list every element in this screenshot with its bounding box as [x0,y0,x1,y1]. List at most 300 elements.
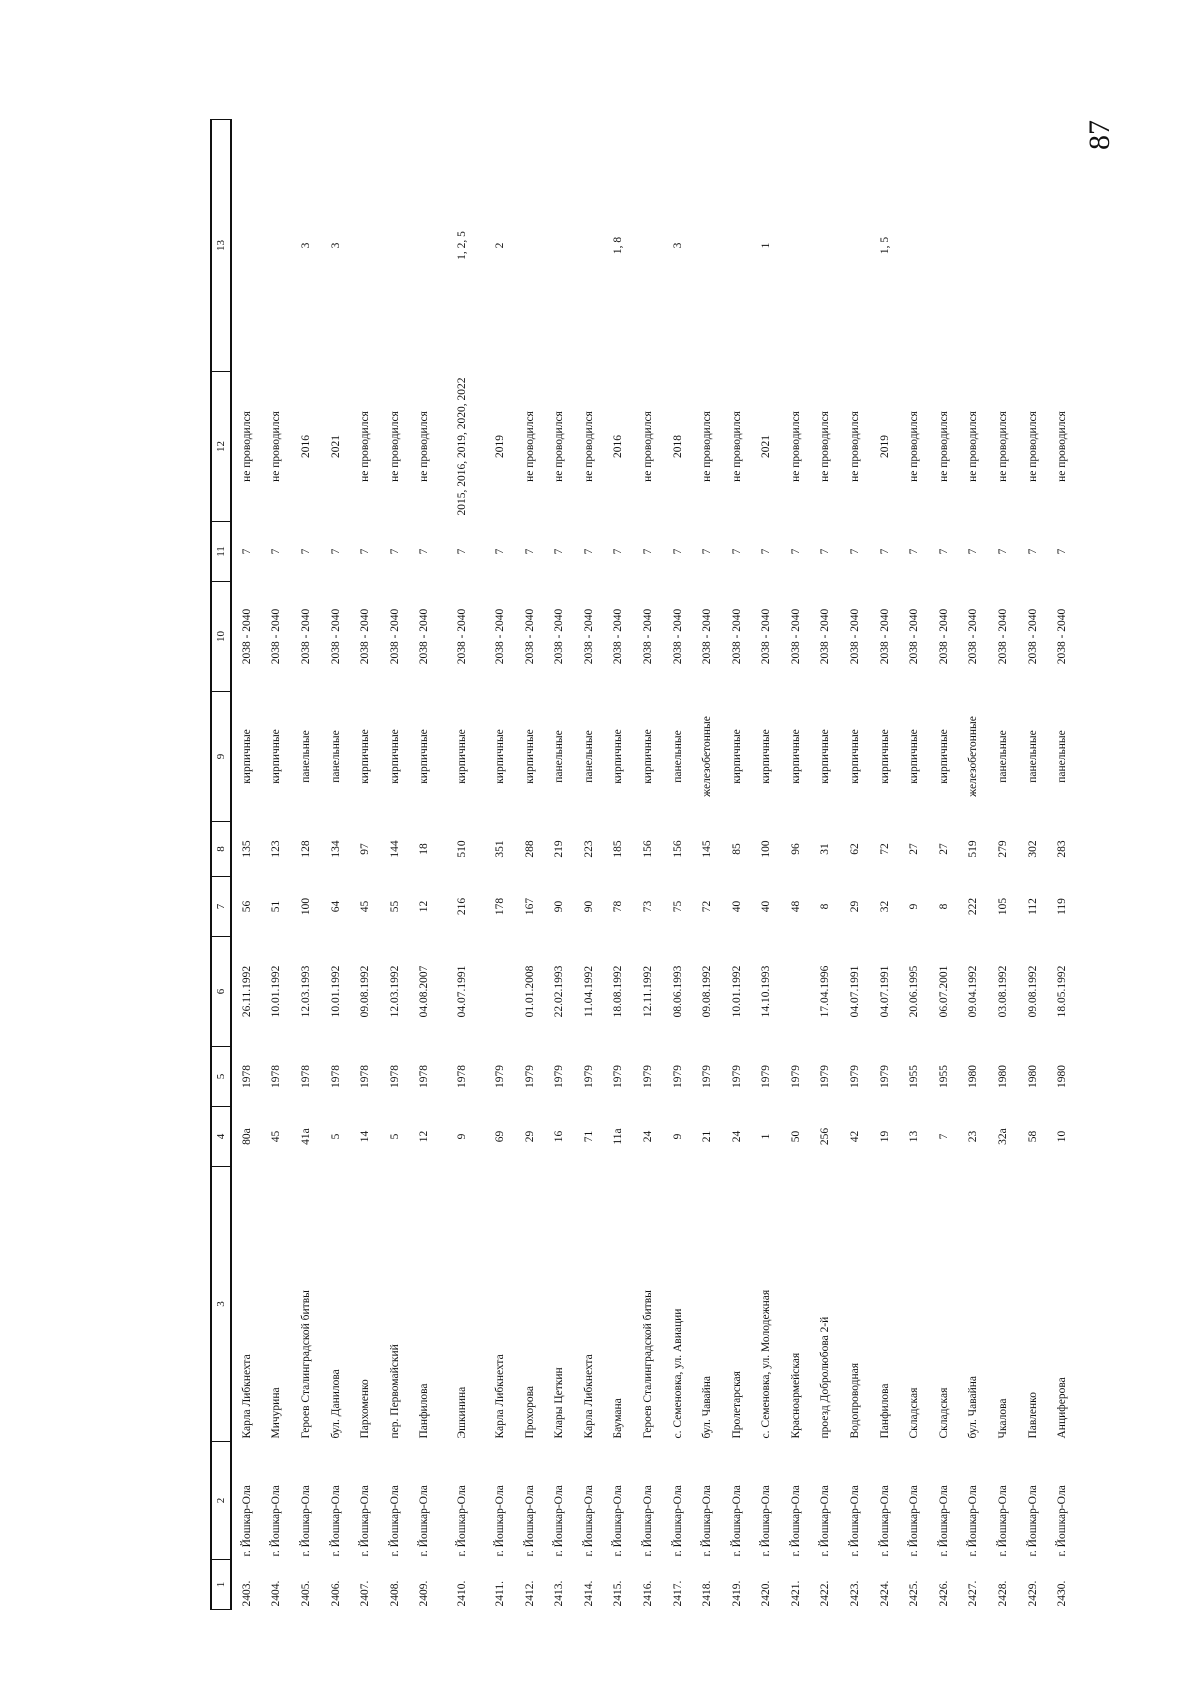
cell-value-11: 7 [878,548,891,555]
table-row [722,120,752,1610]
table-row [410,120,440,1610]
cell-value-8: 510 [456,840,469,858]
cell-value-11: 7 [523,548,536,555]
cell-value-8: 219 [553,840,566,858]
cell-value-11: 7 [789,548,802,555]
cell-wall-material: железобетонные [701,716,714,797]
cell-notes [574,120,604,372]
cell-row-number: 2424. [878,1580,891,1607]
cell-value-8: 185 [612,840,625,858]
cell-street: Героев Сталинградской битвы [299,1290,312,1439]
column-header-2: 2 [211,1442,231,1560]
cell-value-11: 7 [819,548,832,555]
cell-repair-period: 2038 - 2040 [878,608,891,665]
cell-repair-period: 2038 - 2040 [388,608,401,665]
cell-row-number: 2413. [553,1580,566,1607]
cell-wall-material: кирпичные [760,729,773,784]
cell-repair-period: 2038 - 2040 [730,608,743,665]
cell-repair-period: 2038 - 2040 [493,608,506,665]
cell-row-number: 2411. [493,1581,506,1607]
cell-notes: 2 [493,242,506,249]
column-header-9: 9 [211,692,231,822]
cell-repair-years: 2019 [878,435,891,458]
cell-repair-period: 2038 - 2040 [819,608,832,665]
cell-date: 10.01.1992 [270,965,283,1018]
cell-notes [544,120,574,372]
cell-row-number: 2408. [388,1580,401,1607]
cell-row-number: 2414. [582,1580,595,1607]
cell-value-7: 90 [582,900,595,913]
rotated-table-sheet [210,120,1069,1610]
table-row [840,120,870,1610]
cell-repair-years: 2019 [493,435,506,458]
cell-build-year: 1978 [456,1065,469,1088]
cell-build-year: 1979 [612,1065,625,1088]
cell-repair-years: 2021 [760,435,773,458]
table-row [752,120,782,1610]
cell-date: 10.01.1992 [329,965,342,1018]
cell-street: Клары Цеткин [553,1367,566,1439]
cell-city: г. Йошкар-Ола [553,1485,566,1557]
cell-wall-material: кирпичные [388,729,401,784]
cell-date: 18.08.1992 [612,965,625,1018]
cell-house-number: 9 [671,1133,684,1140]
cell-city: г. Йошкар-Ола [641,1485,654,1557]
cell-row-number: 2412. [523,1580,536,1607]
cell-date [485,937,515,1047]
cell-value-7: 32 [878,900,891,913]
cell-street: Эшкинина [456,1386,469,1439]
cell-value-8: 283 [1056,840,1069,858]
cell-value-11: 7 [582,548,595,555]
cell-row-number: 2416. [641,1580,654,1607]
cell-house-number: 41а [299,1128,312,1145]
cell-wall-material: панельные [1026,730,1039,783]
cell-row-number: 2423. [849,1580,862,1607]
cell-build-year: 1979 [523,1065,536,1088]
cell-street: с. Семеновка, ул. Молодежная [760,1289,773,1439]
cell-wall-material: панельные [299,730,312,783]
cell-value-7: 29 [849,900,862,913]
cell-repair-period: 2038 - 2040 [418,608,431,665]
column-header-12: 12 [211,372,231,522]
cell-house-number: 21 [701,1130,714,1143]
column-header-3: 3 [211,1167,231,1442]
cell-value-7: 100 [299,897,312,916]
cell-street: Героев Сталинградской битвы [641,1290,654,1439]
cell-value-7: 8 [819,903,832,910]
cell-street: Водопроводная [849,1362,862,1439]
cell-value-11: 7 [388,548,401,555]
cell-repair-period: 2038 - 2040 [997,608,1010,665]
cell-value-7: 40 [730,900,743,913]
table-row [544,120,574,1610]
column-header-13: 13 [211,120,231,372]
cell-repair-years: не проводился [359,411,372,482]
cell-notes: 1, 2, 5 [456,231,469,260]
cell-date: 09.08.1992 [701,965,714,1018]
cell-value-8: 27 [908,843,921,855]
cell-notes [515,120,545,372]
cell-value-11: 7 [612,548,625,555]
column-number-header [211,120,231,1610]
cell-wall-material: кирпичные [908,729,921,784]
cell-wall-material: кирпичные [493,729,506,784]
cell-house-number: 32а [997,1128,1010,1145]
cell-value-7: 216 [456,897,469,916]
cell-city: г. Йошкар-Ола [701,1485,714,1557]
cell-repair-years: 2016 [612,435,625,458]
cell-city: г. Йошкар-Ола [789,1485,802,1557]
cell-wall-material: кирпичные [641,729,654,784]
cell-house-number: 256 [819,1127,832,1146]
cell-repair-period: 2038 - 2040 [701,608,714,665]
cell-date: 09.08.1992 [1026,965,1039,1018]
cell-city: г. Йошкар-Ола [493,1485,506,1557]
cell-wall-material: кирпичные [849,729,862,784]
cell-value-11: 7 [849,548,862,555]
cell-value-8: 31 [819,843,832,855]
cell-row-number: 2425. [908,1580,921,1607]
cell-repair-period: 2038 - 2040 [789,608,802,665]
cell-repair-years: не проводился [1026,411,1039,482]
cell-wall-material: кирпичные [240,729,253,784]
cell-street: Баумана [612,1398,625,1439]
cell-house-number: 50 [789,1130,802,1143]
cell-repair-period: 2038 - 2040 [329,608,342,665]
cell-row-number: 2404. [270,1580,283,1607]
cell-wall-material: панельные [671,730,684,783]
cell-value-7: 48 [789,900,802,913]
cell-house-number: 5 [329,1133,342,1140]
cell-value-11: 7 [240,548,253,555]
column-header-8: 8 [211,822,231,877]
cell-build-year: 1978 [299,1065,312,1088]
cell-value-8: 351 [493,840,506,858]
cell-city: г. Йошкар-Ола [329,1485,342,1557]
cell-repair-years: не проводился [388,411,401,482]
cell-street: Пролетарская [730,1371,743,1439]
cell-repair-period: 2038 - 2040 [270,608,283,665]
table-row [692,120,722,1610]
cell-date: 14.10.1993 [760,965,773,1018]
cell-value-11: 7 [299,548,312,555]
cell-repair-period: 2038 - 2040 [1056,608,1069,665]
cell-repair-period: 2038 - 2040 [612,608,625,665]
cell-date: 17.04.1996 [819,965,832,1018]
cell-house-number: 42 [849,1130,862,1143]
cell-value-8: 288 [523,840,536,858]
cell-repair-period: 2038 - 2040 [967,608,980,665]
cell-house-number: 80а [240,1128,253,1145]
cell-value-7: 55 [388,900,401,913]
cell-value-8: 135 [240,840,253,858]
table-row [350,120,380,1610]
cell-row-number: 2403. [240,1580,253,1607]
cell-repair-period: 2038 - 2040 [582,608,595,665]
cell-value-7: 90 [553,900,566,913]
table-row [1018,120,1048,1610]
table-row [899,120,929,1610]
cell-date: 09.08.1992 [359,965,372,1018]
cell-notes: 1, 5 [878,236,891,255]
cell-date: 22.02.1993 [553,965,566,1018]
cell-street: Складская [937,1387,950,1439]
cell-street: пер. Первомайский [388,1344,401,1439]
cell-build-year: 1979 [730,1065,743,1088]
cell-value-11: 7 [730,548,743,555]
cell-repair-years: не проводился [997,411,1010,482]
cell-house-number: 10 [1056,1130,1069,1143]
cell-row-number: 2428. [997,1580,1010,1607]
cell-wall-material: кирпичные [418,729,431,784]
cell-row-number: 2426. [937,1580,950,1607]
table-row [439,120,485,1610]
cell-notes [959,120,989,372]
cell-notes [781,120,811,372]
cell-value-11: 7 [1056,548,1069,555]
cell-repair-period: 2038 - 2040 [760,608,773,665]
cell-value-7: 64 [329,900,342,913]
cell-value-7: 45 [359,900,372,913]
cell-value-11: 7 [671,548,684,555]
cell-wall-material: кирпичные [789,729,802,784]
cell-value-8: 123 [270,840,283,858]
cell-value-7: 75 [671,900,684,913]
cell-repair-years: не проводился [701,411,714,482]
cell-notes [350,120,380,372]
cell-row-number: 2427. [967,1580,980,1607]
cell-notes [811,120,841,372]
table-row [321,120,351,1610]
cell-notes [722,120,752,372]
cell-street: Карла Либкнехта [493,1354,506,1439]
cell-wall-material: кирпичные [456,729,469,784]
cell-date: 09.04.1992 [967,965,980,1018]
table-row [929,120,959,1610]
cell-street: Карла Либкнехта [582,1354,595,1439]
cell-wall-material: панельные [997,730,1010,783]
cell-city: г. Йошкар-Ола [967,1485,980,1557]
cell-value-11: 7 [493,548,506,555]
cell-value-8: 519 [967,840,980,858]
cell-notes: 1, 8 [612,236,625,255]
cell-wall-material: панельные [329,730,342,783]
cell-notes [929,120,959,372]
cell-date: 04.07.1991 [456,965,469,1018]
cell-value-7: 9 [908,903,921,910]
cell-wall-material: кирпичные [270,729,283,784]
cell-date: 10.01.1992 [730,965,743,1018]
cell-value-11: 7 [937,548,950,555]
cell-build-year: 1979 [760,1065,773,1088]
cell-value-11: 7 [359,548,372,555]
cell-value-7: 78 [612,900,625,913]
cell-date: 06.07.2001 [937,965,950,1018]
cell-value-7: 8 [937,903,950,910]
cell-repair-period: 2038 - 2040 [937,608,950,665]
cell-notes: 3 [329,242,342,249]
cell-repair-years: не проводился [641,411,654,482]
cell-house-number: 14 [359,1130,372,1143]
cell-build-year: 1980 [997,1065,1010,1088]
cell-repair-years: 2015, 2016, 2019, 2020, 2022 [456,377,469,516]
cell-house-number: 13 [908,1130,921,1143]
cell-house-number: 12 [418,1130,431,1143]
cell-house-number: 19 [878,1130,891,1143]
cell-street: бул. Чавайна [701,1375,714,1439]
table-row [604,120,634,1610]
cell-wall-material: кирпичные [937,729,950,784]
cell-street: Карла Либкнехта [240,1354,253,1439]
cell-street: проезд Добролюбова 2-й [819,1316,832,1439]
cell-date: 20.06.1995 [908,965,921,1018]
cell-build-year: 1980 [1056,1065,1069,1088]
cell-build-year: 1979 [789,1065,802,1088]
cell-notes [633,120,663,372]
cell-value-11: 7 [270,548,283,555]
cell-repair-years: не проводился [240,411,253,482]
cell-street: Красноармейская [789,1352,802,1439]
cell-repair-years: не проводился [270,411,283,482]
cell-value-7: 72 [701,900,714,913]
cell-repair-years: 2016 [299,435,312,458]
cell-value-11: 7 [418,548,431,555]
cell-build-year: 1979 [493,1065,506,1088]
cell-date: 12.11.1992 [641,965,654,1018]
cell-build-year: 1978 [418,1065,431,1088]
cell-row-number: 2430. [1056,1580,1069,1607]
table-row [870,120,900,1610]
cell-wall-material: панельные [582,730,595,783]
cell-value-8: 128 [299,840,312,858]
cell-house-number: 1 [760,1133,773,1140]
cell-repair-years: 2021 [329,435,342,458]
column-header-4: 4 [211,1107,231,1167]
cell-build-year: 1978 [329,1065,342,1088]
cell-city: г. Йошкар-Ола [299,1485,312,1557]
cell-build-year: 1979 [582,1065,595,1088]
cell-wall-material: железобетонные [967,716,980,797]
table-row [633,120,663,1610]
table-row [231,120,262,1610]
cell-wall-material: панельные [1056,730,1069,783]
cell-value-7: 56 [240,900,253,913]
cell-value-8: 72 [878,843,891,855]
table-row [574,120,604,1610]
cell-row-number: 2420. [760,1580,773,1607]
cell-wall-material: панельные [553,730,566,783]
page-number: 87 [1083,120,1116,150]
cell-row-number: 2407. [359,1580,372,1607]
cell-notes: 1 [760,242,773,249]
cell-value-8: 96 [789,843,802,855]
cell-street: Чкалова [997,1398,1010,1439]
cell-value-8: 223 [582,840,595,858]
cell-value-7: 12 [418,900,431,913]
cell-value-8: 97 [359,843,372,855]
cell-repair-years: не проводился [582,411,595,482]
cell-build-year: 1980 [1026,1065,1039,1088]
cell-value-8: 302 [1026,840,1039,858]
cell-city: г. Йошкар-Ола [456,1485,469,1557]
cell-house-number: 5 [388,1133,401,1140]
cell-value-11: 7 [553,548,566,555]
cell-build-year: 1979 [878,1065,891,1088]
cell-date: 11.04.1992 [582,965,595,1018]
cell-city: г. Йошкар-Ола [523,1485,536,1557]
cell-house-number: 71 [582,1130,595,1143]
cell-value-8: 18 [418,843,431,855]
cell-repair-years: не проводился [418,411,431,482]
cell-notes [1018,120,1048,372]
cell-value-8: 279 [997,840,1010,858]
cell-value-8: 145 [701,840,714,858]
cell-repair-years: не проводился [967,411,980,482]
cell-value-11: 7 [967,548,980,555]
cell-house-number: 24 [641,1130,654,1143]
housing-registry-table [210,119,1077,1610]
table-row [380,120,410,1610]
cell-repair-period: 2038 - 2040 [1026,608,1039,665]
cell-street: Мичурина [270,1387,283,1439]
cell-city: г. Йошкар-Ола [388,1485,401,1557]
cell-repair-years: не проводился [849,411,862,482]
cell-value-7: 167 [523,897,536,916]
cell-street: Пархоменко [359,1379,372,1439]
cell-row-number: 2409. [418,1580,431,1607]
cell-repair-years: не проводился [789,411,802,482]
cell-house-number: 24 [730,1130,743,1143]
cell-value-7: 40 [760,900,773,913]
cell-city: г. Йошкар-Ола [878,1485,891,1557]
table-row [663,120,693,1610]
cell-repair-years: не проводился [553,411,566,482]
cell-street: Павленко [1026,1392,1039,1439]
cell-notes [262,120,292,372]
cell-row-number: 2418. [701,1580,714,1607]
cell-date: 12.03.1992 [388,965,401,1018]
cell-date: 18.05.1992 [1056,965,1069,1018]
cell-notes [988,120,1018,372]
cell-notes [231,120,262,372]
cell-wall-material: кирпичные [523,729,536,784]
cell-value-8: 134 [329,840,342,858]
cell-repair-period: 2038 - 2040 [299,608,312,665]
cell-build-year: 1979 [671,1065,684,1088]
cell-value-7: 112 [1026,898,1039,915]
cell-notes: 3 [299,242,312,249]
cell-value-11: 7 [329,548,342,555]
cell-house-number: 16 [553,1130,566,1143]
cell-city: г. Йошкар-Ола [819,1485,832,1557]
cell-city: г. Йошкар-Ола [270,1485,283,1557]
cell-value-11: 7 [456,548,469,555]
cell-city: г. Йошкар-Ола [730,1485,743,1557]
cell-value-8: 85 [730,843,743,855]
cell-date: 12.03.1993 [299,965,312,1018]
cell-row-number: 2410. [456,1580,469,1607]
cell-city: г. Йошкар-Ола [1026,1485,1039,1557]
cell-repair-period: 2038 - 2040 [553,608,566,665]
table-row [811,120,841,1610]
column-header-7: 7 [211,877,231,937]
cell-city: г. Йошкар-Ола [418,1485,431,1557]
cell-street: Анциферова [1056,1377,1069,1439]
cell-build-year: 1979 [701,1065,714,1088]
cell-date: 04.07.1991 [849,965,862,1018]
cell-city: г. Йошкар-Ола [760,1485,773,1557]
